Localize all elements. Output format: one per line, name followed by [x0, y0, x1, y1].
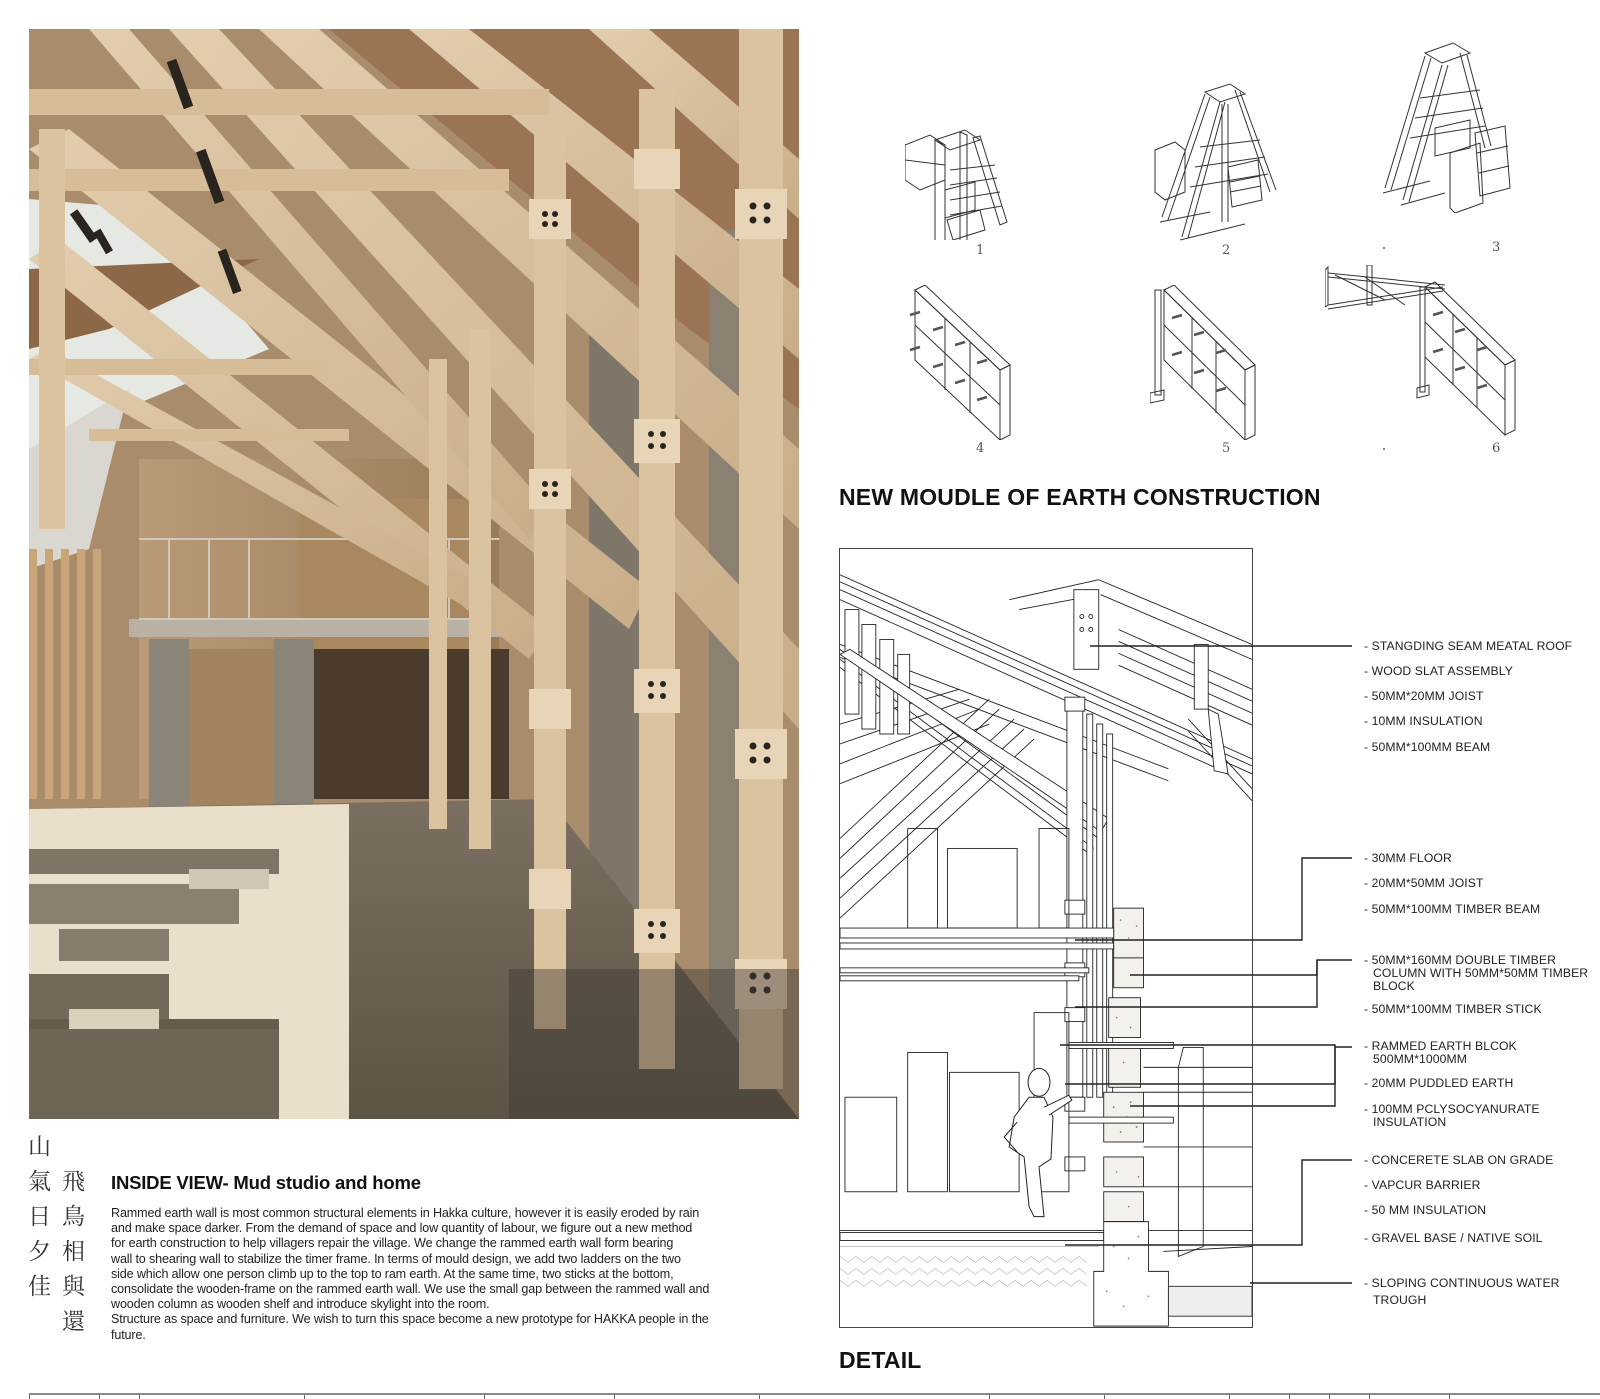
callout-label-multiline [1364, 1103, 1540, 1129]
module-diagram-1 [905, 70, 1055, 240]
poem-char: 還 [62, 1309, 85, 1335]
module-number: 2 [1222, 243, 1231, 258]
callout-line: - SLOPING CONTINUOUS WATER [1364, 1276, 1560, 1290]
callout-label: - 50 MM INSULATION [1364, 1203, 1487, 1217]
callout-line: TROUGH [1373, 1293, 1427, 1307]
description-line: consolidate the wooden-frame on the rammed earth wall. We use the small gap between the rammed wall and [111, 1282, 710, 1297]
modules-section-title: NEW MOUDLE OF EARTH CONSTRUCTION [839, 484, 1321, 510]
poem-char: 鳥 [62, 1204, 85, 1230]
strip-tick [1229, 1395, 1230, 1399]
poem-left-column [28, 1130, 51, 1305]
timber-frame-interior-illustration [29, 29, 799, 1119]
callout-line: INSULATION [1373, 1115, 1447, 1129]
callout-label: - 50MM*20MM JOIST [1364, 689, 1484, 703]
poem-char: 相 [62, 1239, 85, 1265]
strip-tick [1369, 1395, 1370, 1399]
callout-label: - 30MM FLOOR [1364, 851, 1452, 865]
callout-label-multiline [1364, 1040, 1517, 1066]
wall-column-roof-truss-icon [1325, 265, 1525, 440]
strip-tick [29, 1395, 30, 1399]
poem-char: 飛 [62, 1169, 85, 1195]
module-diagram-4 [905, 285, 1015, 440]
callout-label: - 50MM*100MM TIMBER STICK [1364, 1002, 1542, 1016]
callout-label: - 10MM INSULATION [1364, 714, 1483, 728]
module-diagram-3 [1375, 38, 1525, 213]
description-line: side which allow one person climb up to the top to ram earth. At the same time, two sticks at the bottom, [111, 1266, 674, 1281]
strip-tick [139, 1395, 140, 1399]
description-line: wooden column as wooden shelf and introduce skylight into the room. [111, 1297, 490, 1312]
callout-line: - 50MM*160MM DOUBLE TIMBER [1364, 953, 1556, 967]
callout-label: - 20MM*50MM JOIST [1364, 876, 1484, 890]
callout-line: - RAMMED EARTH BLCOK [1364, 1039, 1517, 1053]
callout-line: 500MM*1000MM [1373, 1052, 1467, 1066]
strip-tick [1449, 1395, 1450, 1399]
description-title: INSIDE VIEW- Mud studio and home [111, 1172, 421, 1193]
module-diagram-5 [1150, 285, 1260, 440]
callout-line: - 100MM PCLYSOCYANURATE [1364, 1102, 1540, 1116]
callout-label: - WOOD SLAT ASSEMBLY [1364, 664, 1513, 678]
chinese-poem [28, 1130, 98, 1340]
wall-with-column-icon [1150, 285, 1260, 440]
ladder-mould-with-sticks-icon [1150, 72, 1300, 242]
poem-char: 夕 [28, 1239, 51, 1265]
callout-line: COLUMN WITH 50MM*50MM TIMBER [1373, 966, 1589, 980]
module-number: 5 [1222, 441, 1231, 456]
strip-tick [99, 1395, 100, 1399]
earth-wall-shelves-icon [905, 285, 1015, 440]
detail-section-title: DETAIL [839, 1347, 922, 1373]
next-panel-edge-strip [29, 1393, 1600, 1399]
poem-char: 氣 [28, 1169, 51, 1195]
description-block [111, 1172, 801, 1343]
strip-tick [614, 1395, 615, 1399]
interior-render-image [29, 29, 799, 1119]
raised-ladder-mould-icon [1375, 38, 1525, 213]
poem-char: 日 [28, 1204, 51, 1230]
callout-label: - GRAVEL BASE / NATIVE SOIL [1364, 1231, 1543, 1245]
callout-line: BLOCK [1373, 979, 1415, 993]
poem-char: 山 [28, 1134, 51, 1160]
callout-label: - 50MM*100MM BEAM [1364, 740, 1491, 754]
description-line: and make space darker. From the demand of space and low quantity of labour, we figure out a new method [111, 1221, 693, 1236]
poem-right-column [62, 1165, 85, 1340]
module-number: 3 [1492, 240, 1501, 255]
module-number: 6 [1492, 441, 1501, 456]
module-divider-dot [1383, 247, 1385, 249]
description-line: wall to shearing wall to stabilize the timer frame. In terms of mould design, we add two ladders on the two [111, 1251, 681, 1266]
module-diagram-2 [1150, 72, 1300, 242]
callout-label: - 20MM PUDDLED EARTH [1364, 1076, 1514, 1090]
callout-label: - STANGDING SEAM MEATAL ROOF [1364, 639, 1573, 653]
callout-label: - VAPCUR BARRIER [1364, 1178, 1481, 1192]
callout-label-multiline [1364, 1277, 1560, 1307]
module-divider-dot [1383, 448, 1385, 450]
strip-tick [1289, 1395, 1290, 1399]
strip-tick [989, 1395, 990, 1399]
callout-label-multiline [1364, 954, 1588, 993]
callout-label: - CONCERETE SLAB ON GRADE [1364, 1153, 1554, 1167]
strip-tick [759, 1395, 760, 1399]
strip-tick [1104, 1395, 1105, 1399]
module-number: 1 [976, 243, 985, 258]
poem-char: 佳 [28, 1274, 51, 1300]
wall-section-illustration [840, 549, 1252, 1327]
callout-label: - 50MM*100MM TIMBER BEAM [1364, 902, 1541, 916]
strip-tick [1329, 1395, 1330, 1399]
module-diagram-6 [1325, 265, 1525, 440]
description-line: for earth construction to help villagers repair the village. We change the rammed earth wall form bearing [111, 1236, 674, 1251]
module-number: 4 [976, 441, 985, 456]
strip-tick [484, 1395, 485, 1399]
detail-section-drawing [839, 548, 1253, 1328]
description-line: future. [111, 1327, 146, 1342]
strip-tick [304, 1395, 305, 1399]
description-body [111, 1206, 801, 1343]
poem-char: 與 [62, 1274, 85, 1300]
description-line: Structure as space and furniture. We wish to turn this space become a new prototype for HAKKA people in the [111, 1312, 709, 1327]
ladder-mould-icon [905, 70, 1055, 240]
description-line: Rammed earth wall is most common structural elements in Hakka culture, however it is easily eroded by rain [111, 1206, 700, 1220]
